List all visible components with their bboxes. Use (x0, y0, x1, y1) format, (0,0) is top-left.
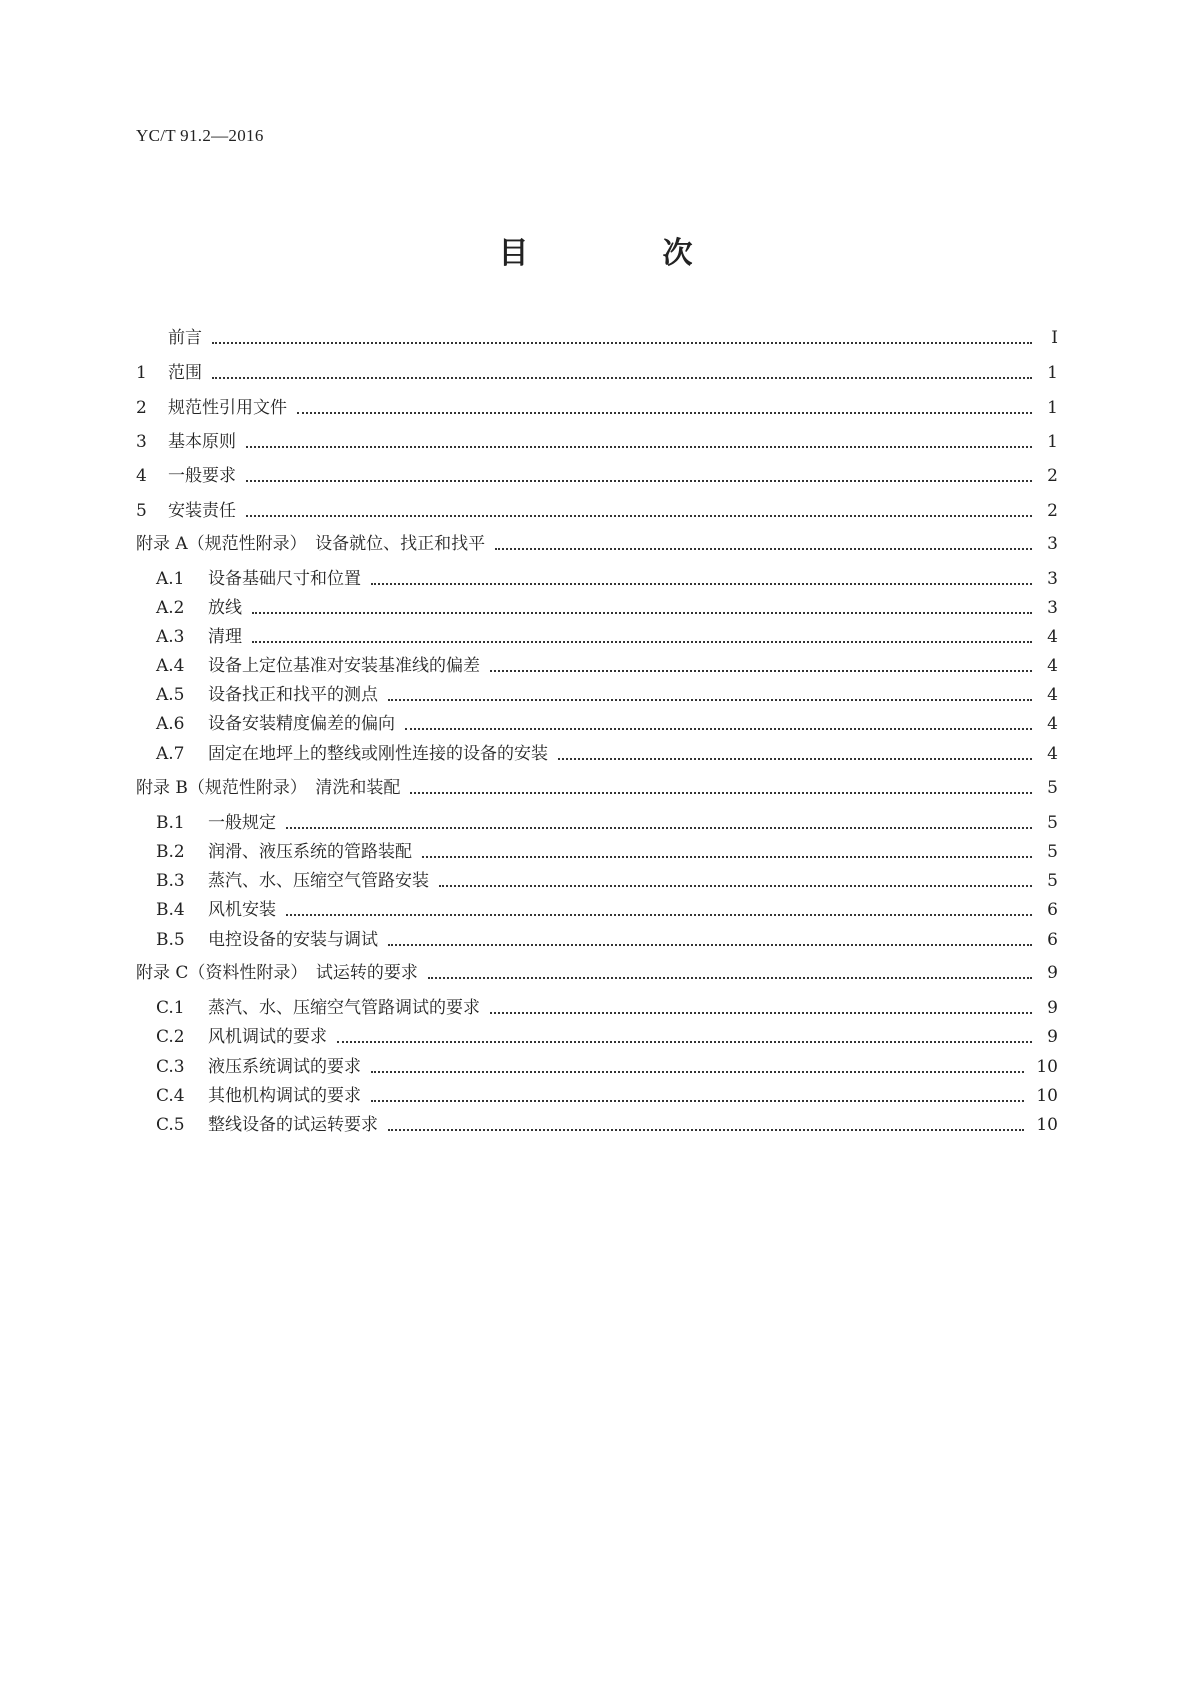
toc-entry-number: A.2 (156, 598, 185, 618)
toc-entry[interactable] (136, 741, 1058, 767)
toc-entry-label: 蒸汽、水、压缩空气管路安装 (208, 871, 429, 891)
toc-entry[interactable] (136, 395, 1058, 421)
dot-leader (337, 1041, 1032, 1043)
toc-entry-number: B.1 (156, 813, 185, 833)
toc-entry[interactable] (136, 775, 1058, 801)
toc-entry-number: B.3 (156, 871, 185, 891)
dot-leader (286, 827, 1032, 829)
toc-entry[interactable] (136, 1083, 1058, 1109)
toc-entry-page-number: 10 (1036, 1086, 1058, 1106)
dot-leader (495, 548, 1032, 550)
dot-leader (490, 670, 1032, 672)
page-title: 目 次 (498, 236, 745, 271)
dot-leader (410, 792, 1032, 794)
dot-leader (388, 699, 1032, 701)
toc-entry-label: 附录 A（规范性附录） 设备就位、找正和找平 (136, 534, 486, 554)
toc-entry-label: 整线设备的试运转要求 (208, 1115, 378, 1135)
toc-entry-label: 放线 (208, 598, 242, 618)
toc-entry-label: 规范性引用文件 (168, 398, 287, 418)
toc-entry[interactable] (136, 566, 1058, 592)
toc-entry-number: C.4 (156, 1086, 185, 1106)
dot-leader (388, 944, 1032, 946)
toc-entry-page-number: 4 (1047, 744, 1058, 764)
dot-leader (405, 728, 1032, 730)
toc-entry-page-number: 2 (1047, 466, 1058, 486)
toc-entry[interactable] (136, 1024, 1058, 1050)
toc-entry-label: 固定在地坪上的整线或刚性连接的设备的安装 (208, 744, 548, 764)
toc-entry-number: B.2 (156, 842, 185, 862)
toc-entry-page-number: 6 (1047, 900, 1058, 920)
toc-entry-number: C.2 (156, 1027, 185, 1047)
toc-entry-page-number: 5 (1047, 842, 1058, 862)
toc-entry[interactable] (136, 463, 1058, 489)
toc-entry-page-number: 3 (1047, 598, 1058, 618)
toc-entry[interactable] (136, 682, 1058, 708)
toc-entry-label: 一般规定 (208, 813, 276, 833)
dot-leader (212, 377, 1032, 379)
dot-leader (246, 515, 1032, 517)
toc-entry[interactable] (136, 810, 1058, 836)
toc-entry-label: 蒸汽、水、压缩空气管路调试的要求 (208, 998, 480, 1018)
toc-entry-number: A.3 (156, 627, 185, 647)
dot-leader (439, 885, 1032, 887)
dot-leader (246, 446, 1032, 448)
toc-entry-page-number: 2 (1047, 501, 1058, 521)
dot-leader (371, 1071, 1024, 1073)
toc-entry-page-number: 5 (1047, 871, 1058, 891)
toc-entry-number: A.5 (156, 685, 185, 705)
dot-leader (252, 641, 1032, 643)
toc-entry[interactable] (136, 653, 1058, 679)
toc-entry[interactable] (136, 624, 1058, 650)
toc-entry-label: 设备上定位基准对安装基准线的偏差 (208, 656, 480, 676)
toc-entry-label: 其他机构调试的要求 (208, 1086, 361, 1106)
toc-entry-page-number: 10 (1036, 1057, 1058, 1077)
toc-entry-page-number: 9 (1047, 963, 1058, 983)
toc-entry-label: 清理 (208, 627, 242, 647)
toc-entry-label: 基本原则 (168, 432, 236, 452)
toc-entry-label: 附录 C（资料性附录） 试运转的要求 (136, 963, 418, 983)
toc-entry-number: C.3 (156, 1057, 185, 1077)
toc-entry-page-number: 3 (1047, 534, 1058, 554)
toc-entry-page-number: 1 (1047, 398, 1058, 418)
toc-entry-label: 附录 B（规范性附录） 清洗和装配 (136, 778, 401, 798)
toc-entry[interactable] (136, 711, 1058, 737)
toc-entry-number: C.1 (156, 998, 185, 1018)
toc-entry-page-number: 4 (1047, 627, 1058, 647)
toc-entry-number: 2 (136, 398, 147, 418)
dot-leader (428, 977, 1032, 979)
toc-entry[interactable] (136, 868, 1058, 894)
toc-entry[interactable] (136, 325, 1058, 351)
toc-entry-page-number: 1 (1047, 432, 1058, 452)
toc-entry[interactable] (136, 1112, 1058, 1138)
toc-entry-label: 风机安装 (208, 900, 276, 920)
toc-entry[interactable] (136, 360, 1058, 386)
toc-entry[interactable] (136, 595, 1058, 621)
dot-leader (371, 583, 1032, 585)
toc-entry-number: B.4 (156, 900, 185, 920)
toc-entry-page-number: 10 (1036, 1115, 1058, 1135)
toc-entry[interactable] (136, 839, 1058, 865)
toc-entry[interactable] (136, 927, 1058, 953)
toc-entry-number: 1 (136, 363, 147, 383)
toc-entry-label: 电控设备的安装与调试 (208, 930, 378, 950)
toc-entry-number: A.4 (156, 656, 185, 676)
toc-entry[interactable] (136, 995, 1058, 1021)
dot-leader (246, 480, 1032, 482)
toc-entry-page-number: 4 (1047, 714, 1058, 734)
toc-entry[interactable] (136, 531, 1058, 557)
toc-entry-number: A.6 (156, 714, 185, 734)
toc-entry-page-number: 4 (1047, 685, 1058, 705)
toc-entry-label: 范围 (168, 363, 202, 383)
dot-leader (388, 1129, 1024, 1131)
dot-leader (286, 914, 1032, 916)
dot-leader (422, 856, 1032, 858)
toc-entry[interactable] (136, 960, 1058, 986)
toc-entry-page-number: 9 (1047, 1027, 1058, 1047)
toc-entry[interactable] (136, 1054, 1058, 1080)
toc-entry-number: A.1 (156, 569, 185, 589)
standard-code: YC/T 91.2—2016 (136, 126, 264, 145)
dot-leader (558, 758, 1032, 760)
toc-entry-number: A.7 (156, 744, 185, 764)
toc-entry-number: 5 (136, 501, 147, 521)
dot-leader (490, 1012, 1032, 1014)
toc-entry-label: 前言 (168, 328, 202, 348)
toc-entry-label: 设备安装精度偏差的偏向 (208, 714, 395, 734)
dot-leader (371, 1100, 1024, 1102)
toc-entry[interactable] (136, 897, 1058, 923)
dot-leader (297, 412, 1032, 414)
toc-entry-page-number: Ⅰ (1051, 328, 1058, 348)
toc-entry-page-number: 3 (1047, 569, 1058, 589)
toc-entry-page-number: 9 (1047, 998, 1058, 1018)
toc-entry-number: 3 (136, 432, 147, 452)
toc-entry-page-number: 5 (1047, 778, 1058, 798)
toc-entry-label: 一般要求 (168, 466, 236, 486)
toc-entry-label: 设备基础尺寸和位置 (208, 569, 361, 589)
toc-entry-page-number: 4 (1047, 656, 1058, 676)
toc-entry-number: C.5 (156, 1115, 185, 1135)
toc-entry[interactable] (136, 429, 1058, 455)
toc-entry-page-number: 6 (1047, 930, 1058, 950)
toc-entry-number: B.5 (156, 930, 185, 950)
toc-entry-page-number: 1 (1047, 363, 1058, 383)
dot-leader (212, 342, 1032, 344)
toc-entry-label: 风机调试的要求 (208, 1027, 327, 1047)
toc-entry-label: 设备找正和找平的测点 (208, 685, 378, 705)
dot-leader (252, 612, 1032, 614)
toc-entry-page-number: 5 (1047, 813, 1058, 833)
toc-entry-number: 4 (136, 466, 147, 486)
toc-entry-label: 润滑、液压系统的管路装配 (208, 842, 412, 862)
toc-entry-label: 安装责任 (168, 501, 236, 521)
toc-entry[interactable] (136, 498, 1058, 524)
toc-entry-label: 液压系统调试的要求 (208, 1057, 361, 1077)
